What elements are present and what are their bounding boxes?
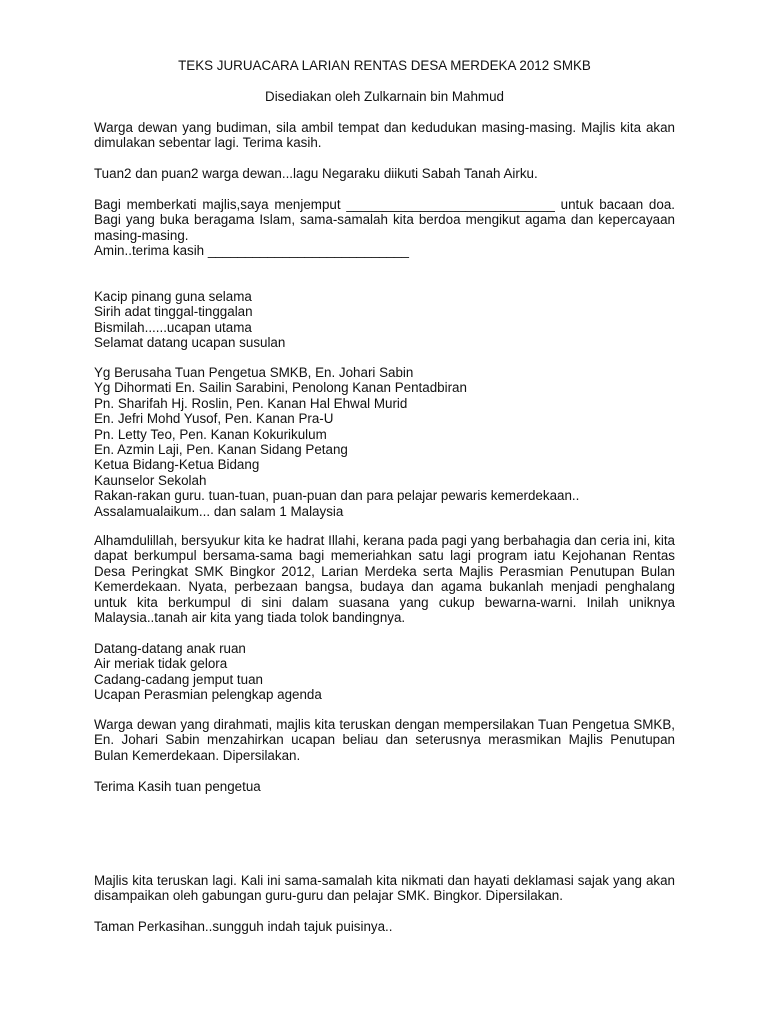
- pantun-line: Datang-datang anak ruan: [94, 641, 246, 656]
- greeting-line: Kaunselor Sekolah: [94, 472, 207, 488]
- greetings-list: [94, 365, 675, 519]
- poem-introduction-paragraph: Majlis kita teruskan lagi. Kali ini sama-samalah kita nikmati dan hayati deklamasi sajak yang akan disampaikan oleh gabungan guru-guru dan pelajar SMK. Bingkor. Dipersilakan.: [94, 873, 675, 904]
- invite-principal-paragraph: Warga dewan yang dirahmati, majlis kita teruskan dengan mempersilakan Tuan Pengetua SMKB, En. Johari Sabin menzahirkan ucapan beliau dan seterusnya merasmikan Majlis Penutupan Bulan Kemerdekaan. Dipersilakan.: [94, 717, 675, 763]
- pantun-line: Ucapan Perasmian pelengkap agenda: [94, 687, 322, 703]
- author-line: Disediakan oleh Zulkarnain bin Mahmud: [265, 89, 504, 104]
- greeting-line: Assalamualaikum... dan salam 1 Malaysia: [94, 503, 344, 519]
- greeting-line: Yg Dihormati En. Sailin Sarabini, Penolong Kanan Pentadbiran: [94, 380, 467, 396]
- pantun-line: Bismilah......ucapan utama: [94, 319, 252, 335]
- greeting-line: En. Azmin Laji, Pen. Kanan Sidang Petang: [94, 442, 348, 458]
- pantun-line: Air meriak tidak gelora: [94, 656, 228, 672]
- welcome-paragraph: Warga dewan yang budiman, sila ambil tempat dan kedudukan masing-masing. Majlis kita akan dimulakan sebentar lagi. Terima kasih.: [94, 120, 675, 151]
- anthem-paragraph: Tuan2 dan puan2 warga dewan...lagu Negaraku diikuti Sabah Tanah Airku.: [94, 166, 538, 181]
- pantun-line: Kacip pinang guna selama: [94, 289, 252, 304]
- poem-title-line: Taman Perkasihan..sungguh indah tajuk puisinya..: [94, 919, 393, 934]
- greeting-line: Ketua Bidang-Ketua Bidang: [94, 457, 260, 473]
- greeting-line: Rakan-rakan guru. tuan-tuan, puan-puan dan para pelajar pewaris kemerdekaan..: [94, 488, 580, 504]
- pantun-opening: [94, 289, 675, 351]
- greeting-line: Yg Berusaha Tuan Pengetua SMKB, En. Johari Sabin: [94, 365, 414, 380]
- alhamdulillah-paragraph: Alhamdulillah, bersyukur kita ke hadrat Illahi, kerana pada pagi yang berbahagia dan ceria ini, kita dapat berkumpul bersama-sama bagi memeriahkan satu lagi program iatu Kejohanan Rentas Desa Peringkat SMK Bingkor 2012, Larian Merdeka serta Majlis Perasmian Penutupan Bulan Kemerdekaan. Nyata, perbezaan bangsa, budaya dan agama bukanlah menjadi penghalang untuk kita berkumpul di sini dalam suasana yang cukup bewarna-warni. Inilah uniknya Malaysia..tanah air kita yang tiada tolok bandingnya.: [94, 533, 675, 626]
- prayer-paragraph: Bagi memberkati majlis,saya menjemput ____________________________ untuk bacaan doa. Bagi yang buka beragama Islam, sama-samalah kita berdoa mengikut agama dan kepercayaan masing-masing.: [94, 197, 675, 243]
- document-title: TEKS JURUACARA LARIAN RENTAS DESA MERDEKA 2012 SMKB: [178, 58, 591, 73]
- greeting-line: Pn. Sharifah Hj. Roslin, Pen. Kanan Hal Ehwal Murid: [94, 395, 408, 411]
- thanks-principal-line: Terima Kasih tuan pengetua: [94, 779, 261, 794]
- greeting-line: Pn. Letty Teo, Pen. Kanan Kokurikulum: [94, 426, 327, 442]
- pantun-line: Selamat datang ucapan susulan: [94, 335, 286, 351]
- pantun-line: Cadang-cadang jemput tuan: [94, 671, 263, 687]
- greeting-line: En. Jefri Mohd Yusof, Pen. Kanan Pra-U: [94, 411, 334, 427]
- pantun-line: Sirih adat tinggal-tinggalan: [94, 304, 253, 320]
- prayer-thanks-line: Amin..terima kasih ___________________________: [94, 243, 409, 258]
- pantun-invitation: [94, 641, 675, 703]
